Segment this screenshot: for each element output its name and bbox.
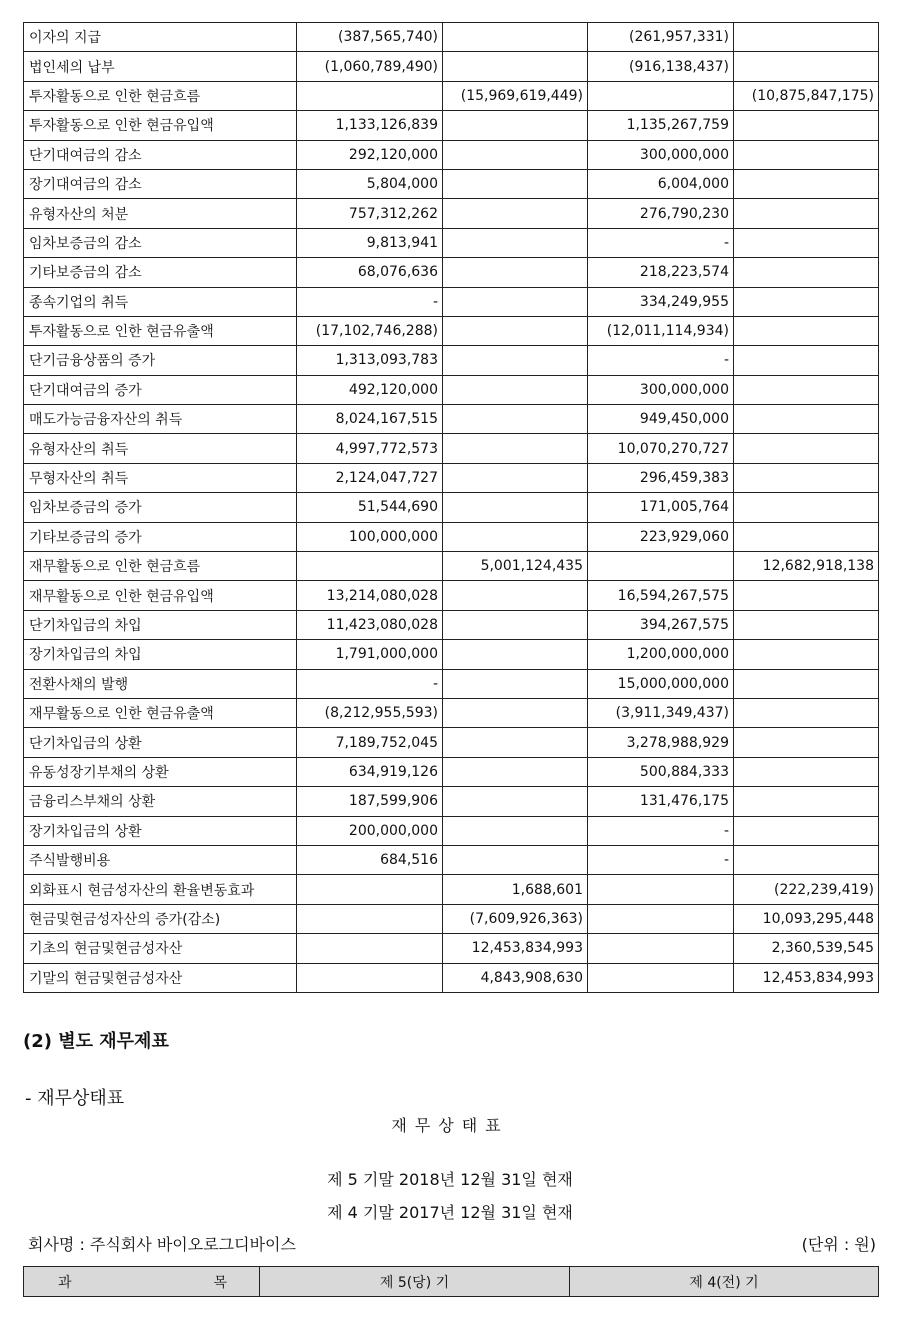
row-value-prior-detail [588, 904, 734, 933]
table-row [24, 845, 879, 874]
row-value-prior-detail: - [588, 228, 734, 257]
table-row [24, 228, 879, 257]
table-row [24, 757, 879, 786]
row-value-current-detail [297, 81, 443, 110]
row-value-current-total [443, 199, 588, 228]
row-value-current-total [443, 698, 588, 727]
row-value-prior-total [734, 287, 879, 316]
cash-flow-table-body [24, 23, 879, 993]
table-row [24, 434, 879, 463]
unit-label: (단위 : 원) [801, 1235, 876, 1254]
row-item-name: 무형자산의 취득 [24, 463, 297, 492]
row-value-current-detail: 1,791,000,000 [297, 640, 443, 669]
row-value-prior-detail [588, 552, 734, 581]
row-value-prior-total [734, 610, 879, 639]
row-value-current-total [443, 787, 588, 816]
row-item-name: 기초의 현금및현금성자산 [24, 934, 297, 963]
table-row [24, 287, 879, 316]
row-value-prior-detail: 300,000,000 [588, 140, 734, 169]
row-value-prior-detail: 10,070,270,727 [588, 434, 734, 463]
row-value-prior-detail: (261,957,331) [588, 23, 734, 52]
row-value-current-total: 5,001,124,435 [443, 552, 588, 581]
table-row [24, 140, 879, 169]
row-value-current-total [443, 23, 588, 52]
row-value-current-detail [297, 963, 443, 992]
row-item-name: 투자활동으로 인한 현금유출액 [24, 316, 297, 345]
row-value-current-detail: (387,565,740) [297, 23, 443, 52]
row-value-current-total [443, 169, 588, 198]
row-value-prior-total [734, 23, 879, 52]
row-value-current-total [443, 375, 588, 404]
table-row [24, 405, 879, 434]
row-value-current-detail: 13,214,080,028 [297, 581, 443, 610]
row-value-current-total [443, 610, 588, 639]
row-value-current-detail: 292,120,000 [297, 140, 443, 169]
header-subject-left: 과 [58, 1274, 72, 1291]
row-item-name: 유형자산의 처분 [24, 199, 297, 228]
header-prior-period: 제 4(전) 기 [570, 1267, 879, 1297]
row-value-prior-total [734, 258, 879, 287]
row-value-current-detail: (8,212,955,593) [297, 698, 443, 727]
row-value-prior-detail: - [588, 346, 734, 375]
row-value-prior-total: (222,239,419) [734, 875, 879, 904]
row-value-current-detail: 100,000,000 [297, 522, 443, 551]
row-item-name: 법인세의 납부 [24, 52, 297, 81]
company-name: 회사명 : 주식회사 바이오로그디바이스 [28, 1235, 296, 1254]
row-value-prior-detail: 500,884,333 [588, 757, 734, 786]
row-value-prior-total [734, 434, 879, 463]
row-item-name: 단기차입금의 상환 [24, 728, 297, 757]
table-row [24, 522, 879, 551]
row-value-prior-detail: 131,476,175 [588, 787, 734, 816]
row-value-current-detail: 1,133,126,839 [297, 111, 443, 140]
row-value-current-detail: - [297, 669, 443, 698]
table-row [24, 493, 879, 522]
table-row [24, 787, 879, 816]
row-value-current-detail: 8,024,167,515 [297, 405, 443, 434]
row-value-prior-detail: 949,450,000 [588, 405, 734, 434]
row-value-current-total: (7,609,926,363) [443, 904, 588, 933]
row-value-prior-detail: 218,223,574 [588, 258, 734, 287]
row-value-current-detail [297, 934, 443, 963]
row-item-name: 장기차입금의 차입 [24, 640, 297, 669]
row-value-current-detail: 1,313,093,783 [297, 346, 443, 375]
row-value-prior-detail: 171,005,764 [588, 493, 734, 522]
row-value-prior-detail: 6,004,000 [588, 169, 734, 198]
row-item-name: 유동성장기부채의 상환 [24, 757, 297, 786]
table-row [24, 904, 879, 933]
row-value-prior-total: (10,875,847,175) [734, 81, 879, 110]
row-value-prior-total [734, 757, 879, 786]
section-title: (2) 별도 재무제표 [23, 1031, 169, 1052]
table-row [24, 581, 879, 610]
row-value-current-total [443, 52, 588, 81]
table-row [24, 81, 879, 110]
row-value-prior-total [734, 669, 879, 698]
row-item-name: 단기대여금의 감소 [24, 140, 297, 169]
table-row [24, 375, 879, 404]
row-value-current-detail: 5,804,000 [297, 169, 443, 198]
row-item-name: 주식발행비용 [24, 845, 297, 874]
row-value-prior-detail: - [588, 845, 734, 874]
table-row [24, 816, 879, 845]
row-value-prior-detail: 16,594,267,575 [588, 581, 734, 610]
row-value-prior-detail [588, 875, 734, 904]
row-value-prior-detail: 1,135,267,759 [588, 111, 734, 140]
cash-flow-table [23, 22, 879, 993]
document-title: 재무상태표 [391, 1116, 509, 1135]
row-value-prior-total: 12,453,834,993 [734, 963, 879, 992]
table-row [24, 111, 879, 140]
row-value-current-detail: - [297, 287, 443, 316]
row-value-current-total [443, 111, 588, 140]
table-row [24, 934, 879, 963]
row-value-current-total [443, 728, 588, 757]
row-value-current-detail: 492,120,000 [297, 375, 443, 404]
row-value-current-total [443, 845, 588, 874]
row-value-current-detail: 634,919,126 [297, 757, 443, 786]
row-value-prior-total: 10,093,295,448 [734, 904, 879, 933]
row-item-name: 기타보증금의 감소 [24, 258, 297, 287]
row-value-current-detail: 200,000,000 [297, 816, 443, 845]
row-value-prior-total [734, 375, 879, 404]
row-value-prior-detail [588, 963, 734, 992]
period-prior: 제 4 기말 2017년 12월 31일 현재 [327, 1203, 573, 1222]
row-value-current-total [443, 346, 588, 375]
row-value-current-total [443, 140, 588, 169]
table-row [24, 640, 879, 669]
table-row [24, 52, 879, 81]
row-value-prior-total [734, 140, 879, 169]
row-value-current-detail: 187,599,906 [297, 787, 443, 816]
row-item-name: 투자활동으로 인한 현금유입액 [24, 111, 297, 140]
header-subject [24, 1267, 260, 1297]
row-item-name: 유형자산의 취득 [24, 434, 297, 463]
row-value-prior-total: 2,360,539,545 [734, 934, 879, 963]
row-value-prior-total [734, 698, 879, 727]
row-value-current-total [443, 287, 588, 316]
row-item-name: 재무활동으로 인한 현금흐름 [24, 552, 297, 581]
row-value-current-total [443, 434, 588, 463]
row-value-current-total [443, 258, 588, 287]
row-value-current-detail [297, 875, 443, 904]
row-value-prior-total [734, 581, 879, 610]
row-value-current-total: 4,843,908,630 [443, 963, 588, 992]
table-row [24, 610, 879, 639]
row-item-name: 금융리스부채의 상환 [24, 787, 297, 816]
row-value-prior-total [734, 316, 879, 345]
row-value-prior-total [734, 493, 879, 522]
row-value-current-detail [297, 552, 443, 581]
row-value-current-total [443, 463, 588, 492]
row-value-prior-total [734, 640, 879, 669]
row-item-name: 임차보증금의 감소 [24, 228, 297, 257]
row-value-prior-total [734, 346, 879, 375]
row-value-prior-detail: 276,790,230 [588, 199, 734, 228]
row-value-current-detail: (1,060,789,490) [297, 52, 443, 81]
row-value-prior-detail: 296,459,383 [588, 463, 734, 492]
row-value-prior-detail: 1,200,000,000 [588, 640, 734, 669]
table-row [24, 463, 879, 492]
row-value-prior-detail: 334,249,955 [588, 287, 734, 316]
row-value-prior-detail: (12,011,114,934) [588, 316, 734, 345]
table-row [24, 875, 879, 904]
row-item-name: 이자의 지급 [24, 23, 297, 52]
row-item-name: 매도가능금융자산의 취득 [24, 405, 297, 434]
row-value-prior-total [734, 405, 879, 434]
header-subject-right: 목 [213, 1274, 227, 1291]
row-value-current-total [443, 316, 588, 345]
row-item-name: 종속기업의 취득 [24, 287, 297, 316]
table-row [24, 669, 879, 698]
table-row [24, 258, 879, 287]
table-row [24, 552, 879, 581]
row-item-name: 단기대여금의 증가 [24, 375, 297, 404]
table-row [24, 963, 879, 992]
row-item-name: 현금및현금성자산의 증가(감소) [24, 904, 297, 933]
row-item-name: 단기금융상품의 증가 [24, 346, 297, 375]
row-value-current-total: 12,453,834,993 [443, 934, 588, 963]
row-value-current-detail: (17,102,746,288) [297, 316, 443, 345]
row-value-current-total [443, 405, 588, 434]
header-row [24, 1267, 879, 1297]
row-value-current-total [443, 816, 588, 845]
row-value-prior-total [734, 845, 879, 874]
row-value-current-detail: 7,189,752,045 [297, 728, 443, 757]
table-row [24, 316, 879, 345]
balance-sheet-header [23, 1266, 879, 1297]
row-value-prior-detail: 394,267,575 [588, 610, 734, 639]
row-value-current-total [443, 228, 588, 257]
row-value-prior-detail: 223,929,060 [588, 522, 734, 551]
table-row [24, 23, 879, 52]
period-current: 제 5 기말 2018년 12월 31일 현재 [327, 1170, 573, 1189]
row-value-current-total [443, 757, 588, 786]
row-value-current-total [443, 640, 588, 669]
row-item-name: 재무활동으로 인한 현금유입액 [24, 581, 297, 610]
row-value-prior-total [734, 199, 879, 228]
row-value-prior-total [734, 111, 879, 140]
row-item-name: 기말의 현금및현금성자산 [24, 963, 297, 992]
row-value-prior-total: 12,682,918,138 [734, 552, 879, 581]
table-row [24, 728, 879, 757]
row-item-name: 기타보증금의 증가 [24, 522, 297, 551]
row-item-name: 임차보증금의 증가 [24, 493, 297, 522]
row-value-prior-total [734, 228, 879, 257]
header-current-period: 제 5(당) 기 [260, 1267, 570, 1297]
row-value-prior-detail: (3,911,349,437) [588, 698, 734, 727]
row-item-name: 재무활동으로 인한 현금유출액 [24, 698, 297, 727]
row-value-prior-detail: 15,000,000,000 [588, 669, 734, 698]
row-value-current-total: (15,969,619,449) [443, 81, 588, 110]
row-value-current-detail: 51,544,690 [297, 493, 443, 522]
table-row [24, 698, 879, 727]
row-item-name: 전환사채의 발행 [24, 669, 297, 698]
row-value-prior-detail: 300,000,000 [588, 375, 734, 404]
row-item-name: 장기차입금의 상환 [24, 816, 297, 845]
row-value-prior-total [734, 787, 879, 816]
row-value-current-detail: 757,312,262 [297, 199, 443, 228]
table-row [24, 199, 879, 228]
row-value-current-detail: 9,813,941 [297, 228, 443, 257]
row-value-prior-detail [588, 81, 734, 110]
row-value-current-detail: 11,423,080,028 [297, 610, 443, 639]
row-value-current-detail: 2,124,047,727 [297, 463, 443, 492]
row-value-current-detail: 684,516 [297, 845, 443, 874]
row-item-name: 투자활동으로 인한 현금흐름 [24, 81, 297, 110]
row-value-prior-total [734, 463, 879, 492]
row-value-current-total: 1,688,601 [443, 875, 588, 904]
row-value-prior-total [734, 816, 879, 845]
row-value-prior-total [734, 52, 879, 81]
row-value-prior-total [734, 522, 879, 551]
row-value-current-detail: 68,076,636 [297, 258, 443, 287]
row-value-prior-total [734, 169, 879, 198]
table-row [24, 169, 879, 198]
row-item-name: 외화표시 현금성자산의 환율변동효과 [24, 875, 297, 904]
row-value-current-total [443, 493, 588, 522]
row-value-prior-detail: 3,278,988,929 [588, 728, 734, 757]
row-value-current-total [443, 522, 588, 551]
row-value-prior-detail: (916,138,437) [588, 52, 734, 81]
table-row [24, 346, 879, 375]
row-value-prior-detail: - [588, 816, 734, 845]
row-value-prior-total [734, 728, 879, 757]
row-value-prior-detail [588, 934, 734, 963]
row-value-current-detail [297, 904, 443, 933]
row-item-name: 장기대여금의 감소 [24, 169, 297, 198]
sub-section-title: - 재무상태표 [25, 1088, 125, 1109]
row-value-current-total [443, 669, 588, 698]
row-value-current-detail: 4,997,772,573 [297, 434, 443, 463]
row-item-name: 단기차입금의 차입 [24, 610, 297, 639]
row-value-current-total [443, 581, 588, 610]
